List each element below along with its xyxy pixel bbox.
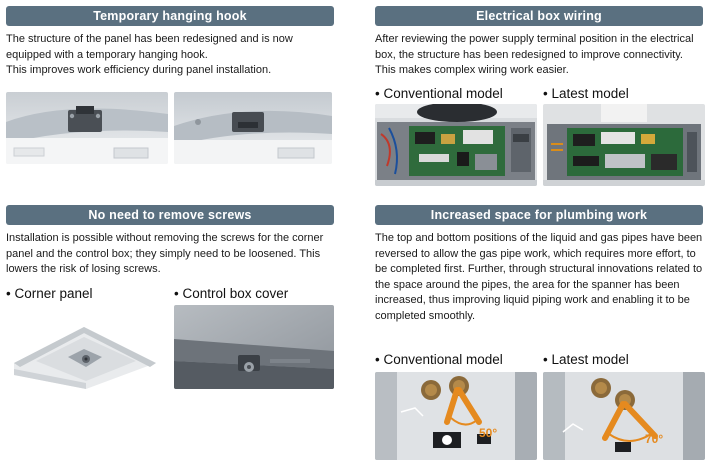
screws-caption-corner-panel: • Corner panel (6, 286, 93, 301)
section-body-hook (6, 32, 334, 79)
plumbing-photo-conventional (375, 372, 537, 460)
hook-photo-right (174, 92, 332, 164)
angle-label-latest: 70° (645, 432, 664, 446)
section-electrical-box-wiring (375, 6, 703, 79)
section-title-wiring: Electrical box wiring (375, 6, 703, 26)
wiring-photo-latest (543, 104, 705, 186)
section-title-hook: Temporary hanging hook (6, 6, 334, 26)
section-temporary-hanging-hook (6, 6, 334, 79)
plumbing-photo-latest (543, 372, 705, 460)
hook-body-line-2: This improves work efficiency during panel installation. (6, 64, 272, 76)
section-title-plumbing: Increased space for plumbing work (375, 205, 703, 225)
angle-label-conventional: 50° (479, 426, 498, 440)
section-title-screws: No need to remove screws (6, 205, 334, 225)
section-no-need-to-remove-screws (6, 205, 334, 278)
section-body-screws: Installation is possible without removing the screws for the corner panel and the control box; they simply need to be loosened. This lowers the risk of losing screws. (6, 232, 324, 275)
hook-photo-left (6, 92, 168, 164)
section-increased-space-plumbing (375, 205, 703, 324)
screws-photo-corner-panel (6, 305, 168, 389)
wiring-caption-latest: • Latest model (543, 86, 629, 101)
screws-caption-control-box-cover: • Control box cover (174, 286, 289, 301)
wiring-caption-conventional: • Conventional model (375, 86, 503, 101)
hook-body-line-1: The structure of the panel has been redesigned and is now equipped with a temporary hanging hook. (6, 33, 293, 61)
wiring-photo-conventional (375, 104, 537, 186)
plumbing-caption-conventional: • Conventional model (375, 352, 503, 367)
plumbing-caption-latest: • Latest model (543, 352, 629, 367)
section-body-plumbing: The top and bottom positions of the liquid and gas pipes have been reversed to allow the gas pipe work, which requires more effort, to be completed first. Further, through structural innovations related to the space around the pipes, the area for the spanner has been increased, thus improving liquid piping work and enabling it to be completed smoothly. (375, 232, 703, 322)
section-body-wiring: After reviewing the power supply terminal position in the electrical box, the structure has been redesigned to improve connectivity. This makes complex wiring work easier. (375, 33, 694, 76)
screws-photo-control-box-cover (174, 305, 334, 389)
